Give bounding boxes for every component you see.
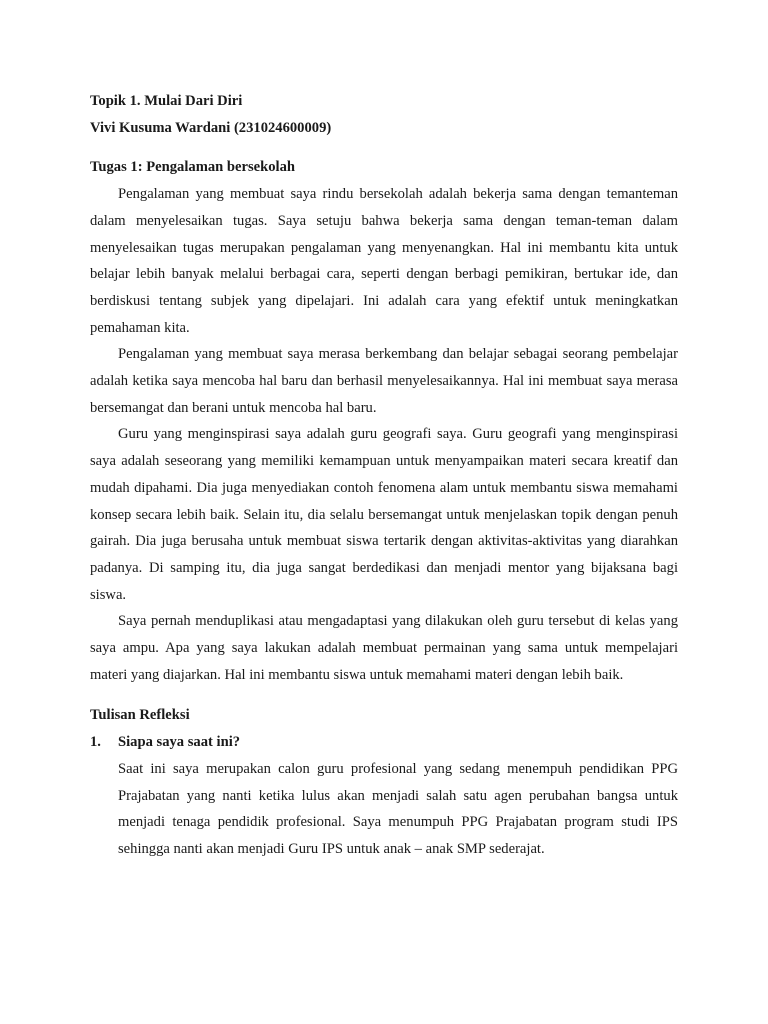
- list-number: 1.: [90, 734, 101, 751]
- reflection-list: [90, 729, 678, 863]
- reflection-title: Tulisan Refleksi: [90, 707, 190, 724]
- topic-title: Topik 1. Mulai Dari Diri: [90, 93, 243, 109]
- task-paragraph-2: Pengalaman yang membuat saya merasa berkembang dan belajar sebagai seorang pembelajar adalah ketika saya mencoba hal baru dan berhasil menyelesaikannya. Hal ini membuat saya merasa bersemangat dan berani untuk mencoba hal baru.: [90, 346, 678, 416]
- task-paragraph-1: Pengalaman yang membuat saya rindu bersekolah adalah bekerja sama dengan temanteman dalam menyelesaikan tugas. Saya setuju bahwa bekerja sama dengan teman-teman dalam menyelesaikan tugas merupakan pengalaman yang menyenangkan. Hal ini membantu kita untuk belajar lebih banyak melalui berbagai cara, seperti dengan berbagi pemikiran, bertukar ide, dan berdiskusi tentang subjek yang dipelajari. Ini adalah cara yang efektif untuk meningkatkan pemahaman kita.: [90, 186, 678, 336]
- task-title: Tugas 1: Pengalaman bersekolah: [90, 159, 296, 176]
- reflection-item: [90, 729, 678, 863]
- reflection-question: [90, 729, 678, 756]
- reflection-answer: Saat ini saya merupakan calon guru profesional yang sedang menempuh pendidikan PPG Prajabatan yang nanti ketika lulus akan menjadi salah satu agen perubahan bangsa untuk menjadi tenaga pendidik profesional. Saya menumpuh PPG Prajabatan program studi IPS sehingga nanti akan menjadi Guru IPS untuk anak – anak SMP sederajat.: [118, 760, 678, 857]
- question-text: Siapa saya saat ini?: [118, 734, 241, 751]
- author-line: Vivi Kusuma Wardani (231024600009): [90, 119, 332, 136]
- task-paragraph-4: Saya pernah menduplikasi atau mengadaptasi yang dilakukan oleh guru tersebut di kelas yang saya ampu. Apa yang saya lakukan adalah membuat permainan yang sama untuk mempelajari materi yang diajarkan. Hal ini membantu siswa untuk memahami materi dengan lebih baik.: [90, 613, 678, 683]
- document-page: [90, 88, 678, 863]
- task-paragraph-3: Guru yang menginspirasi saya adalah guru geografi saya. Guru geografi yang menginspirasi saya adalah seseorang yang memiliki kemampuan untuk menyampaikan materi secara kreatif dan mudah dipahami. Dia juga menyediakan contoh fenomena alam untuk membantu siswa memahami konsep secara lebih baik. Selain itu, dia selalu bersemangat untuk menjelaskan topik dengan penuh gairah. Dia juga berusaha untuk membuat siswa tertarik dengan aktivitas-aktivitas yang diarahkan padanya. Di samping itu, dia juga sangat berdedikasi dan menjadi mentor yang bijaksana bagi siswa.: [90, 426, 678, 603]
